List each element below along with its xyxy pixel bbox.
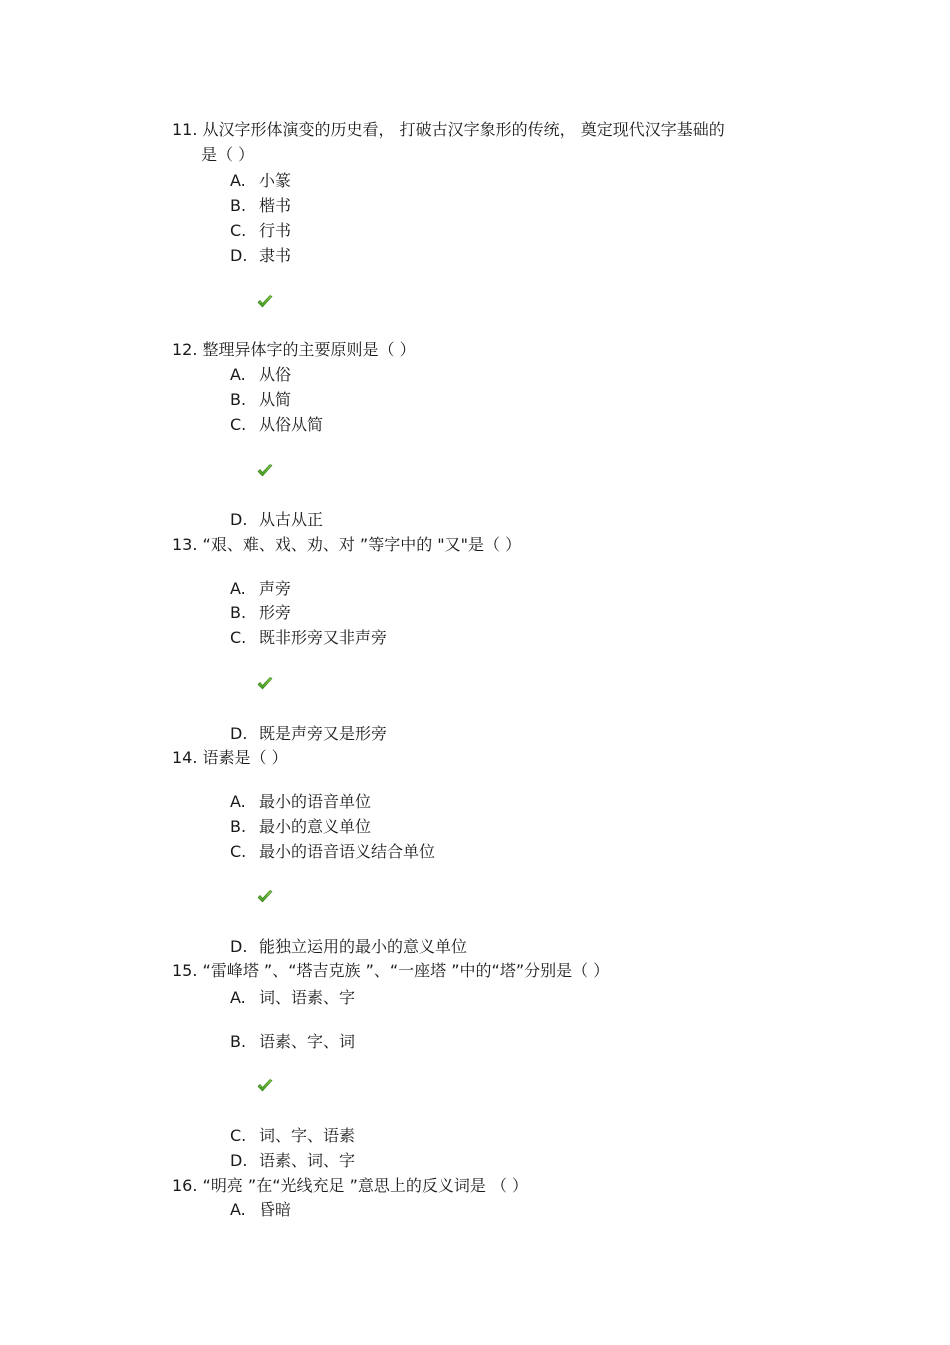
option-text: 语素、词、字 (259, 1151, 356, 1170)
option-text: 小篆 (259, 171, 292, 190)
option-text: 词、语素、字 (259, 988, 356, 1007)
question-14-option-b (230, 817, 371, 837)
checkmark-icon (256, 888, 274, 906)
question-12-option-d (230, 510, 323, 530)
question-16-option-a (230, 1200, 291, 1220)
question-11-option-d (230, 246, 291, 266)
question-11-stem: 11. 从汉字形体演变的历史看， 打破古汉字象形的传统， 奠定现代汉字基础的 (172, 120, 725, 139)
option-text: 从俗从简 (259, 415, 324, 434)
option-text: 从俗 (259, 365, 292, 384)
option-letter: C. (230, 842, 247, 861)
option-letter: A. (230, 792, 246, 811)
question-15-stem: 15. “雷峰塔 ”、“塔吉克族 ”、“一座塔 ”中的“塔”分别是（ ） (172, 961, 610, 980)
option-letter: C. (230, 415, 247, 434)
option-letter: D. (230, 724, 248, 743)
question-13-stem: 13. “艰、难、戏、劝、对 ”等字中的 "又"是（ ） (172, 535, 522, 554)
option-letter: B. (230, 390, 247, 409)
question-13-option-d (230, 724, 387, 744)
question-14-option-c (230, 842, 435, 862)
option-text: 从简 (259, 390, 292, 409)
question-11-stem-continued: 是（ ） (201, 145, 255, 164)
option-letter: B. (230, 603, 247, 622)
question-11-option-b (230, 196, 291, 216)
option-text: 既是声旁又是形旁 (259, 724, 388, 743)
option-letter: A. (230, 988, 246, 1007)
option-letter: C. (230, 628, 247, 647)
option-text: 昏暗 (259, 1200, 292, 1219)
checkmark-icon (256, 675, 274, 693)
option-text: 既非形旁又非声旁 (259, 628, 388, 647)
question-12-option-a (230, 365, 291, 385)
option-text: 能独立运用的最小的意义单位 (259, 937, 468, 956)
option-text: 声旁 (259, 579, 292, 598)
option-letter: D. (230, 937, 248, 956)
question-16-stem: 16. “明亮 ”在“光线充足 ”意思上的反义词是 （ ） (172, 1176, 529, 1195)
question-14-option-d (230, 937, 467, 957)
option-letter: A. (230, 1200, 246, 1219)
question-14-stem: 14. 语素是（ ） (172, 748, 288, 767)
question-15-option-b (230, 1032, 355, 1052)
option-text: 从古从正 (259, 510, 324, 529)
option-text: 词、字、语素 (259, 1126, 356, 1145)
option-text: 形旁 (259, 603, 292, 622)
option-letter: A. (230, 579, 246, 598)
option-letter: D. (230, 246, 248, 265)
option-text: 隶书 (259, 246, 292, 265)
option-text: 最小的语音语义结合单位 (259, 842, 436, 861)
option-letter: B. (230, 1032, 247, 1051)
option-letter: C. (230, 1126, 247, 1145)
option-letter: D. (230, 1151, 248, 1170)
option-letter: B. (230, 196, 247, 215)
question-11-option-a (230, 171, 291, 191)
option-text: 最小的语音单位 (259, 792, 372, 811)
option-letter: A. (230, 171, 246, 190)
option-text: 行书 (259, 221, 292, 240)
question-15-option-d (230, 1151, 355, 1171)
question-12-stem: 12. 整理异体字的主要原则是（ ） (172, 340, 416, 359)
option-text: 语素、字、词 (259, 1032, 356, 1051)
question-13-option-c (230, 628, 387, 648)
checkmark-icon (256, 293, 274, 311)
option-letter: A. (230, 365, 246, 384)
option-letter: B. (230, 817, 247, 836)
question-15-option-c (230, 1126, 355, 1146)
question-12-option-b (230, 390, 291, 410)
question-13-option-b (230, 603, 291, 623)
question-11-option-c (230, 221, 291, 241)
question-12-option-c (230, 415, 323, 435)
option-text: 最小的意义单位 (259, 817, 372, 836)
option-letter: C. (230, 221, 247, 240)
question-14-option-a (230, 792, 371, 812)
question-13-option-a (230, 579, 291, 599)
option-letter: D. (230, 510, 248, 529)
checkmark-icon (256, 1077, 274, 1095)
question-15-option-a (230, 988, 355, 1008)
checkmark-icon (256, 462, 274, 480)
option-text: 楷书 (259, 196, 292, 215)
